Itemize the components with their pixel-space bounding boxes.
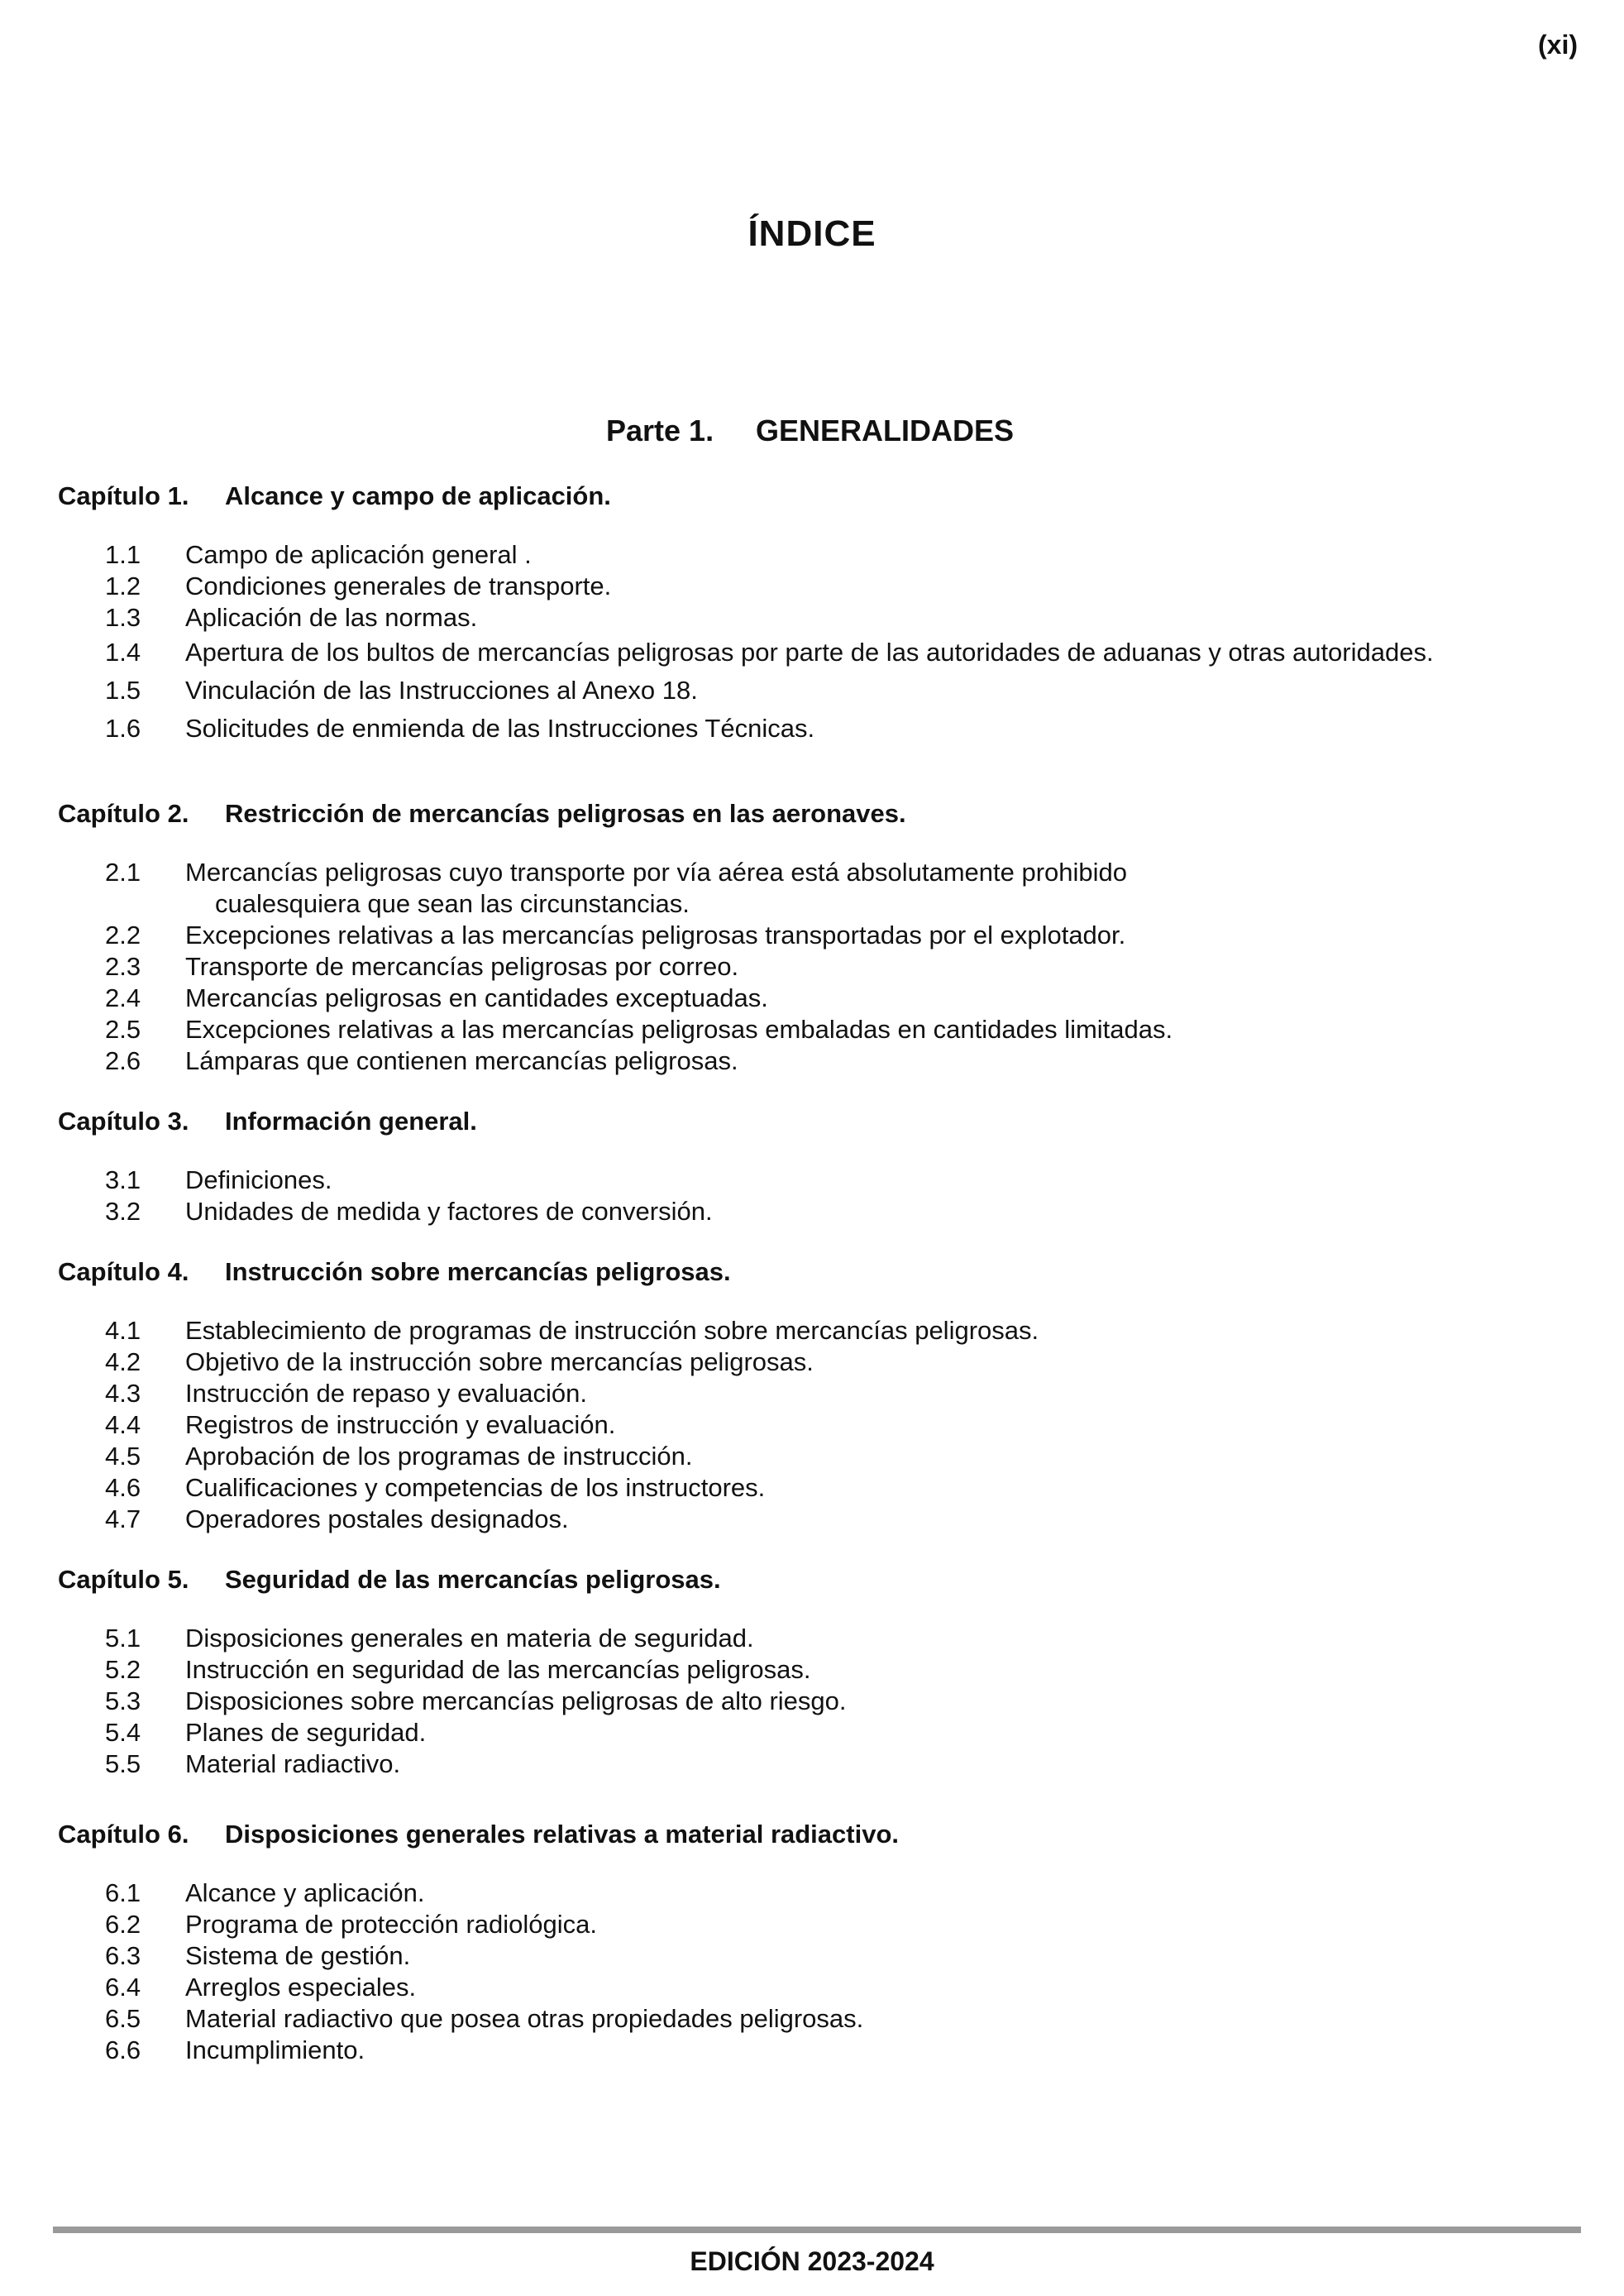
section-list [58,1165,1579,1227]
section-title: Vinculación de las Instrucciones al Anexo 18. [185,676,698,705]
section-title: Cualificaciones y competencias de los instructores. [185,1473,766,1502]
section-number: 3.1 [105,1165,141,1194]
footer-divider [53,2227,1581,2233]
section-number: 6.6 [105,2035,141,2064]
chapter-5 [58,1562,1579,1780]
section-number: 4.6 [105,1473,141,1502]
toc-entry[interactable] [58,1441,1579,1472]
page-number: (xi) [1538,30,1578,60]
toc-entry[interactable] [58,634,1579,672]
chapter-label: Capítulo 6. [58,1820,189,1849]
section-number: 5.5 [105,1749,141,1778]
section-title: Apertura de los bultos de mercancías peligrosas por parte de las autoridades de aduanas y otras autoridades. [185,638,1434,667]
section-title: Campo de aplicación general . [185,540,532,569]
section-title: Planes de seguridad. [185,1718,427,1747]
section-number: 4.5 [105,1442,141,1471]
toc-entry[interactable] [58,2003,1579,2035]
chapter-label: Capítulo 4. [58,1257,189,1286]
toc-entry[interactable] [58,539,1579,571]
toc-entry[interactable] [58,1409,1579,1441]
toc-entry[interactable] [58,983,1579,1014]
section-number: 6.4 [105,1973,141,2002]
section-number: 4.2 [105,1347,141,1376]
section-number: 5.1 [105,1624,141,1653]
toc-entry[interactable] [58,672,1579,710]
section-title: Aplicación de las normas. [185,603,478,632]
section-title: Sistema de gestión. [185,1941,411,1970]
chapter-heading [58,1254,1579,1290]
edition-footer: EDICIÓN 2023-2024 [690,2246,934,2276]
chapter-1 [58,478,1579,748]
section-title-continuation: cualesquiera que sean las circunstancias. [215,889,690,918]
toc-entry[interactable] [58,1940,1579,1972]
section-title: Material radiactivo. [185,1749,401,1778]
chapter-heading [58,478,1579,514]
section-title: Excepciones relativas a las mercancías peligrosas embaladas en cantidades limitadas. [185,1015,1173,1044]
toc-entry[interactable] [58,1472,1579,1504]
chapter-label: Capítulo 5. [58,1565,189,1594]
section-number: 3.2 [105,1197,141,1226]
toc-entry[interactable] [58,1315,1579,1347]
chapter-label: Capítulo 1. [58,481,189,510]
chapter-heading [58,1103,1579,1140]
toc-entry[interactable] [58,2035,1579,2066]
section-title: Registros de instrucción y evaluación. [185,1410,616,1439]
chapter-title: Información general. [225,1107,477,1136]
toc-entry[interactable] [58,571,1579,602]
section-title: Aprobación de los programas de instrucción. [185,1442,693,1471]
toc-entry[interactable] [58,1654,1579,1686]
toc-entry[interactable] [58,602,1579,634]
chapter-title: Restricción de mercancías peligrosas en las aeronaves. [225,799,906,828]
section-number: 4.3 [105,1379,141,1408]
toc-entry[interactable] [58,1686,1579,1717]
section-number: 4.1 [105,1316,141,1345]
table-of-contents [58,478,1579,2066]
section-title: Programa de protección radiológica. [185,1910,597,1939]
toc-entry[interactable] [58,951,1579,983]
section-title: Mercancías peligrosas en cantidades exceptuadas. [185,983,768,1012]
toc-entry[interactable] [58,1347,1579,1378]
section-title: Objetivo de la instrucción sobre mercancías peligrosas. [185,1347,814,1376]
toc-entry[interactable] [58,1045,1579,1077]
section-title: Disposiciones sobre mercancías peligrosas de alto riesgo. [185,1686,847,1715]
section-number: 2.3 [105,952,141,981]
section-title: Condiciones generales de transporte. [185,572,612,600]
section-list [58,539,1579,748]
section-list [58,857,1579,1077]
toc-entry[interactable] [58,1623,1579,1654]
section-title: Solicitudes de enmienda de las Instrucciones Técnicas. [185,714,815,743]
section-number: 2.6 [105,1046,141,1075]
toc-entry[interactable] [58,1877,1579,1909]
chapter-title: Alcance y campo de aplicación. [225,481,611,510]
section-title: Disposiciones generales en materia de seguridad. [185,1624,754,1653]
toc-entry[interactable] [58,1504,1579,1535]
chapter-title: Instrucción sobre mercancías peligrosas. [225,1257,731,1286]
section-number: 6.1 [105,1878,141,1907]
toc-entry[interactable] [58,1196,1579,1227]
section-title: Lámparas que contienen mercancías peligrosas. [185,1046,738,1075]
section-title: Mercancías peligrosas cuyo transporte por vía aérea está absolutamente prohibido [185,858,1128,887]
section-number: 4.7 [105,1504,141,1533]
section-number: 5.4 [105,1718,141,1747]
section-number: 1.2 [105,572,141,600]
chapter-4 [58,1254,1579,1535]
part-title: GENERALIDADES [756,414,1015,447]
toc-entry[interactable] [58,710,1579,748]
chapter-title: Disposiciones generales relativas a material radiactivo. [225,1820,900,1849]
part-heading [606,414,1014,448]
toc-entry[interactable] [58,1909,1579,1940]
section-title: Arreglos especiales. [185,1973,417,2002]
section-number: 1.1 [105,540,141,569]
chapter-heading [58,1562,1579,1598]
section-title: Transporte de mercancías peligrosas por correo. [185,952,739,981]
toc-entry[interactable] [58,1717,1579,1748]
section-number: 2.2 [105,921,141,949]
toc-entry[interactable] [58,1378,1579,1409]
toc-entry[interactable] [58,1014,1579,1045]
section-title: Material radiactivo que posea otras propiedades peligrosas. [185,2004,864,2033]
section-number: 4.4 [105,1410,141,1439]
chapter-2 [58,796,1579,1077]
section-title: Alcance y aplicación. [185,1878,425,1907]
section-number: 2.1 [105,858,141,887]
section-title: Incumplimiento. [185,2035,365,2064]
toc-entry[interactable] [58,1165,1579,1196]
section-title: Instrucción en seguridad de las mercancías peligrosas. [185,1655,811,1684]
section-number: 6.5 [105,2004,141,2033]
section-number: 6.3 [105,1941,141,1970]
section-number: 5.2 [105,1655,141,1684]
page-title: ÍNDICE [748,213,876,254]
section-title: Definiciones. [185,1165,332,1194]
toc-entry[interactable] [58,857,1579,888]
section-title: Operadores postales designados. [185,1504,569,1533]
section-title: Instrucción de repaso y evaluación. [185,1379,587,1408]
chapter-3 [58,1103,1579,1227]
section-list [58,1623,1579,1780]
chapter-label: Capítulo 2. [58,799,189,828]
chapter-6 [58,1816,1579,2066]
chapter-title: Seguridad de las mercancías peligrosas. [225,1565,721,1594]
section-number: 1.6 [105,714,141,743]
section-number: 1.4 [105,638,141,667]
section-list [58,1877,1579,2066]
section-number: 1.3 [105,603,141,632]
toc-entry[interactable] [58,920,1579,951]
section-title: Unidades de medida y factores de conversión. [185,1197,713,1226]
section-list [58,1315,1579,1535]
toc-entry[interactable] [58,1972,1579,2003]
section-title: Excepciones relativas a las mercancías peligrosas transportadas por el explotador. [185,921,1126,949]
section-number: 6.2 [105,1910,141,1939]
chapter-heading [58,1816,1579,1853]
section-number: 1.5 [105,676,141,705]
toc-entry[interactable] [58,1748,1579,1780]
chapter-label: Capítulo 3. [58,1107,189,1136]
section-number: 2.4 [105,983,141,1012]
section-number: 2.5 [105,1015,141,1044]
section-number: 5.3 [105,1686,141,1715]
section-title: Establecimiento de programas de instrucción sobre mercancías peligrosas. [185,1316,1039,1345]
chapter-heading [58,796,1579,832]
part-label: Parte 1. [606,414,714,447]
